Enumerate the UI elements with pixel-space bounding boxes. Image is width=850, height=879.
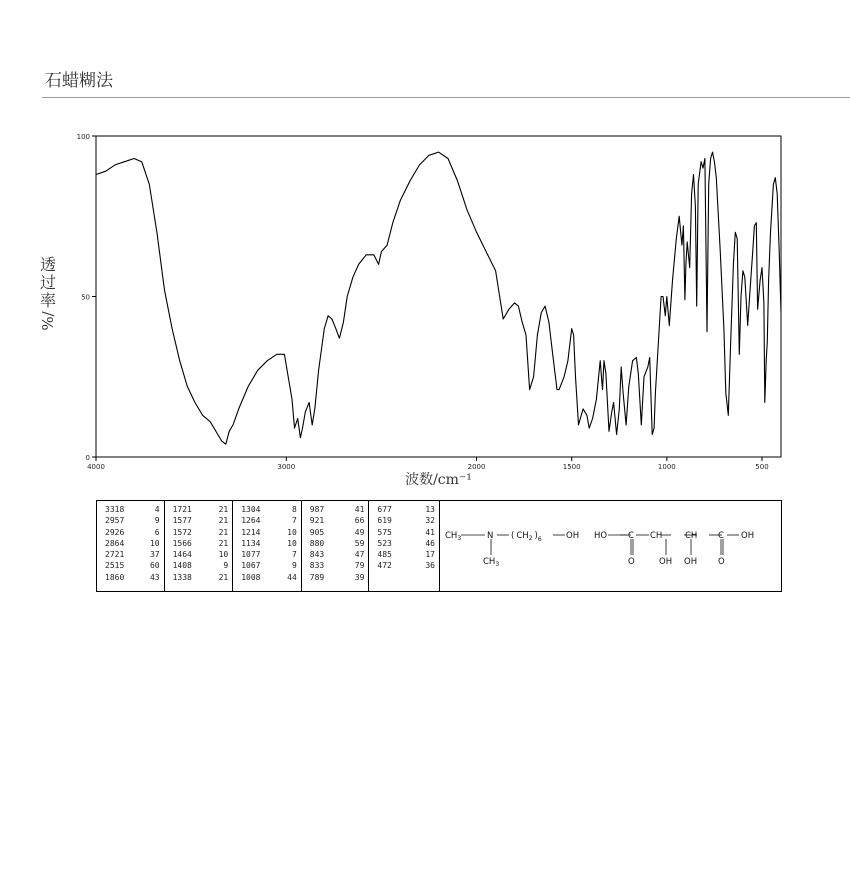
peak-wavenumber: 523 bbox=[377, 538, 392, 548]
peak-transmittance: 41 bbox=[425, 527, 435, 537]
peak-wavenumber: 1008 bbox=[241, 572, 261, 582]
peak-row bbox=[377, 504, 435, 515]
peak-row bbox=[173, 560, 229, 571]
peak-transmittance: 21 bbox=[218, 538, 229, 548]
oxygen-atom: O bbox=[628, 557, 635, 567]
peak-transmittance: 36 bbox=[425, 561, 435, 571]
peak-transmittance: 10 bbox=[287, 527, 297, 537]
peak-transmittance: 60 bbox=[149, 561, 160, 571]
peak-transmittance: 37 bbox=[149, 550, 160, 560]
peak-row bbox=[310, 527, 365, 538]
peak-transmittance: 43 bbox=[149, 572, 160, 582]
peak-wavenumber: 2721 bbox=[105, 550, 125, 560]
nitrogen-atom: N bbox=[487, 531, 494, 541]
y-axis-label-char: 过 bbox=[39, 273, 56, 292]
hydroxyl-group: OH bbox=[659, 557, 673, 567]
peak-row bbox=[173, 572, 229, 583]
peak-row bbox=[377, 527, 435, 538]
peak-transmittance: 39 bbox=[354, 572, 365, 582]
x-tick-label: 4000 bbox=[87, 463, 105, 471]
peak-row bbox=[241, 515, 297, 526]
peak-wavenumber: 1566 bbox=[172, 538, 192, 548]
peak-transmittance: 10 bbox=[218, 550, 229, 560]
y-tick-label: 0 bbox=[85, 454, 90, 462]
peak-transmittance: 21 bbox=[218, 516, 229, 526]
peak-row bbox=[105, 504, 160, 515]
peak-row bbox=[310, 504, 365, 515]
peak-wavenumber: 1077 bbox=[241, 550, 261, 560]
peak-row bbox=[241, 504, 297, 515]
peak-row bbox=[241, 572, 297, 583]
peak-wavenumber: 843 bbox=[309, 550, 325, 560]
ch2-chain: ( $CH_2$ )$_6$ bbox=[511, 531, 542, 543]
peak-wavenumber: 1134 bbox=[241, 538, 261, 548]
peak-row bbox=[105, 572, 160, 583]
molecular-structure bbox=[439, 500, 782, 592]
y-axis-label-char: 率 bbox=[39, 291, 56, 310]
peak-column bbox=[233, 501, 302, 591]
peak-row bbox=[173, 515, 229, 526]
peak-transmittance: 46 bbox=[425, 538, 435, 548]
peak-transmittance: 59 bbox=[354, 538, 365, 548]
peak-row bbox=[310, 538, 365, 549]
ch-group: CH bbox=[685, 531, 698, 541]
peak-row bbox=[105, 538, 160, 549]
y-tick-label: 50 bbox=[81, 293, 90, 302]
peak-transmittance: 21 bbox=[218, 505, 229, 514]
peak-transmittance: 13 bbox=[425, 505, 435, 514]
carbon-atom: C bbox=[718, 531, 724, 541]
peak-column bbox=[369, 501, 439, 591]
peak-wavenumber: 1721 bbox=[172, 505, 192, 514]
peak-wavenumber: 905 bbox=[309, 527, 325, 537]
peak-wavenumber: 1408 bbox=[172, 561, 192, 571]
peak-transmittance: 9 bbox=[291, 561, 297, 571]
peak-wavenumber: 1067 bbox=[241, 561, 261, 571]
peak-column bbox=[97, 501, 165, 591]
peak-transmittance: 9 bbox=[223, 561, 229, 571]
peak-wavenumber: 3318 bbox=[105, 505, 125, 514]
peak-wavenumber: 1860 bbox=[105, 572, 125, 582]
carbon-atom: C bbox=[628, 531, 634, 541]
peak-wavenumber: 2515 bbox=[105, 561, 125, 571]
peak-row bbox=[377, 560, 435, 571]
hydroxyl-group: OH bbox=[566, 531, 580, 541]
peak-wavenumber: 575 bbox=[377, 527, 392, 537]
peak-row bbox=[241, 549, 297, 560]
peak-transmittance: 32 bbox=[425, 516, 435, 526]
peak-wavenumber: 833 bbox=[309, 561, 325, 571]
peak-wavenumber: 1304 bbox=[241, 505, 261, 514]
peak-wavenumber: 1264 bbox=[241, 516, 261, 526]
peak-wavenumber: 1577 bbox=[172, 516, 192, 526]
structure-drawing bbox=[439, 501, 782, 593]
peak-wavenumber: 1214 bbox=[241, 527, 261, 537]
x-tick-label: 500 bbox=[755, 463, 769, 471]
peak-wavenumber: 789 bbox=[309, 572, 325, 582]
ch3-group: $CH_3$ bbox=[445, 531, 462, 542]
peak-wavenumber: 921 bbox=[309, 516, 325, 526]
peak-row bbox=[310, 572, 365, 583]
x-tick-label: 1500 bbox=[562, 463, 581, 471]
peak-transmittance: 10 bbox=[287, 538, 297, 548]
oxygen-atom: O bbox=[718, 557, 725, 567]
peak-transmittance: 44 bbox=[287, 572, 297, 582]
hydroxyl-group: OH bbox=[684, 557, 698, 567]
hydroxyl-group: HO bbox=[594, 531, 608, 541]
peak-wavenumber: 2926 bbox=[105, 527, 125, 537]
peak-transmittance: 21 bbox=[218, 572, 229, 582]
peak-transmittance: 17 bbox=[425, 550, 435, 560]
peak-row bbox=[241, 527, 297, 538]
peak-row bbox=[310, 560, 365, 571]
hydroxyl-group: OH bbox=[741, 531, 755, 541]
peak-wavenumber: 987 bbox=[309, 505, 325, 514]
peak-transmittance: 66 bbox=[354, 516, 365, 526]
peak-transmittance: 10 bbox=[149, 538, 160, 548]
peak-transmittance: 4 bbox=[154, 505, 160, 514]
peak-row bbox=[241, 538, 297, 549]
page-title: 石蜡糊法 bbox=[45, 71, 113, 91]
peak-row bbox=[173, 538, 229, 549]
peak-column bbox=[165, 501, 234, 591]
peak-transmittance: 7 bbox=[291, 516, 297, 526]
peak-row bbox=[105, 527, 160, 538]
peak-wavenumber: 1338 bbox=[172, 572, 192, 582]
peak-row bbox=[105, 560, 160, 571]
peak-row bbox=[173, 527, 229, 538]
peak-row bbox=[377, 549, 435, 560]
peak-row bbox=[241, 560, 297, 571]
peak-wavenumber: 677 bbox=[377, 505, 392, 514]
peak-transmittance: 6 bbox=[154, 527, 160, 537]
peak-wavenumber: 485 bbox=[377, 550, 392, 560]
x-tick-label: 2000 bbox=[467, 463, 486, 471]
peak-row bbox=[310, 549, 365, 560]
x-tick-label: 1000 bbox=[657, 463, 676, 471]
peak-wavenumber: 619 bbox=[377, 516, 392, 526]
peak-transmittance: 47 bbox=[354, 550, 365, 560]
peak-transmittance: 49 bbox=[354, 527, 365, 537]
peak-transmittance: 7 bbox=[291, 550, 297, 560]
y-axis-label-char: 透 bbox=[39, 255, 56, 274]
peak-row bbox=[105, 549, 160, 560]
peak-row bbox=[173, 504, 229, 515]
peak-row bbox=[377, 515, 435, 526]
peak-wavenumber: 1572 bbox=[172, 527, 192, 537]
ch-group: CH bbox=[650, 531, 663, 541]
peak-transmittance: 9 bbox=[154, 516, 160, 526]
peak-wavenumber: 1464 bbox=[172, 550, 192, 560]
peak-row bbox=[105, 515, 160, 526]
peak-wavenumber: 2957 bbox=[105, 516, 125, 526]
peak-transmittance: 8 bbox=[291, 505, 297, 514]
peak-row bbox=[377, 538, 435, 549]
y-tick-label: 100 bbox=[76, 133, 90, 141]
y-axis-label bbox=[38, 256, 58, 330]
peak-transmittance: 21 bbox=[218, 527, 229, 537]
peak-wavenumber: 472 bbox=[377, 561, 392, 571]
peak-row bbox=[173, 549, 229, 560]
y-axis-unit: %/ bbox=[39, 311, 57, 331]
peak-column bbox=[302, 501, 370, 591]
peak-table bbox=[96, 500, 440, 592]
peak-transmittance: 41 bbox=[354, 505, 365, 514]
ch3-group: $CH_3$ bbox=[483, 557, 500, 568]
peak-row bbox=[310, 515, 365, 526]
x-axis-label: 波数/cm⁻¹ bbox=[405, 472, 472, 488]
x-tick-label: 3000 bbox=[277, 463, 296, 471]
spectrum-line bbox=[96, 152, 781, 444]
peak-wavenumber: 880 bbox=[309, 538, 325, 548]
peak-wavenumber: 2864 bbox=[105, 538, 125, 548]
peak-transmittance: 79 bbox=[354, 561, 365, 571]
